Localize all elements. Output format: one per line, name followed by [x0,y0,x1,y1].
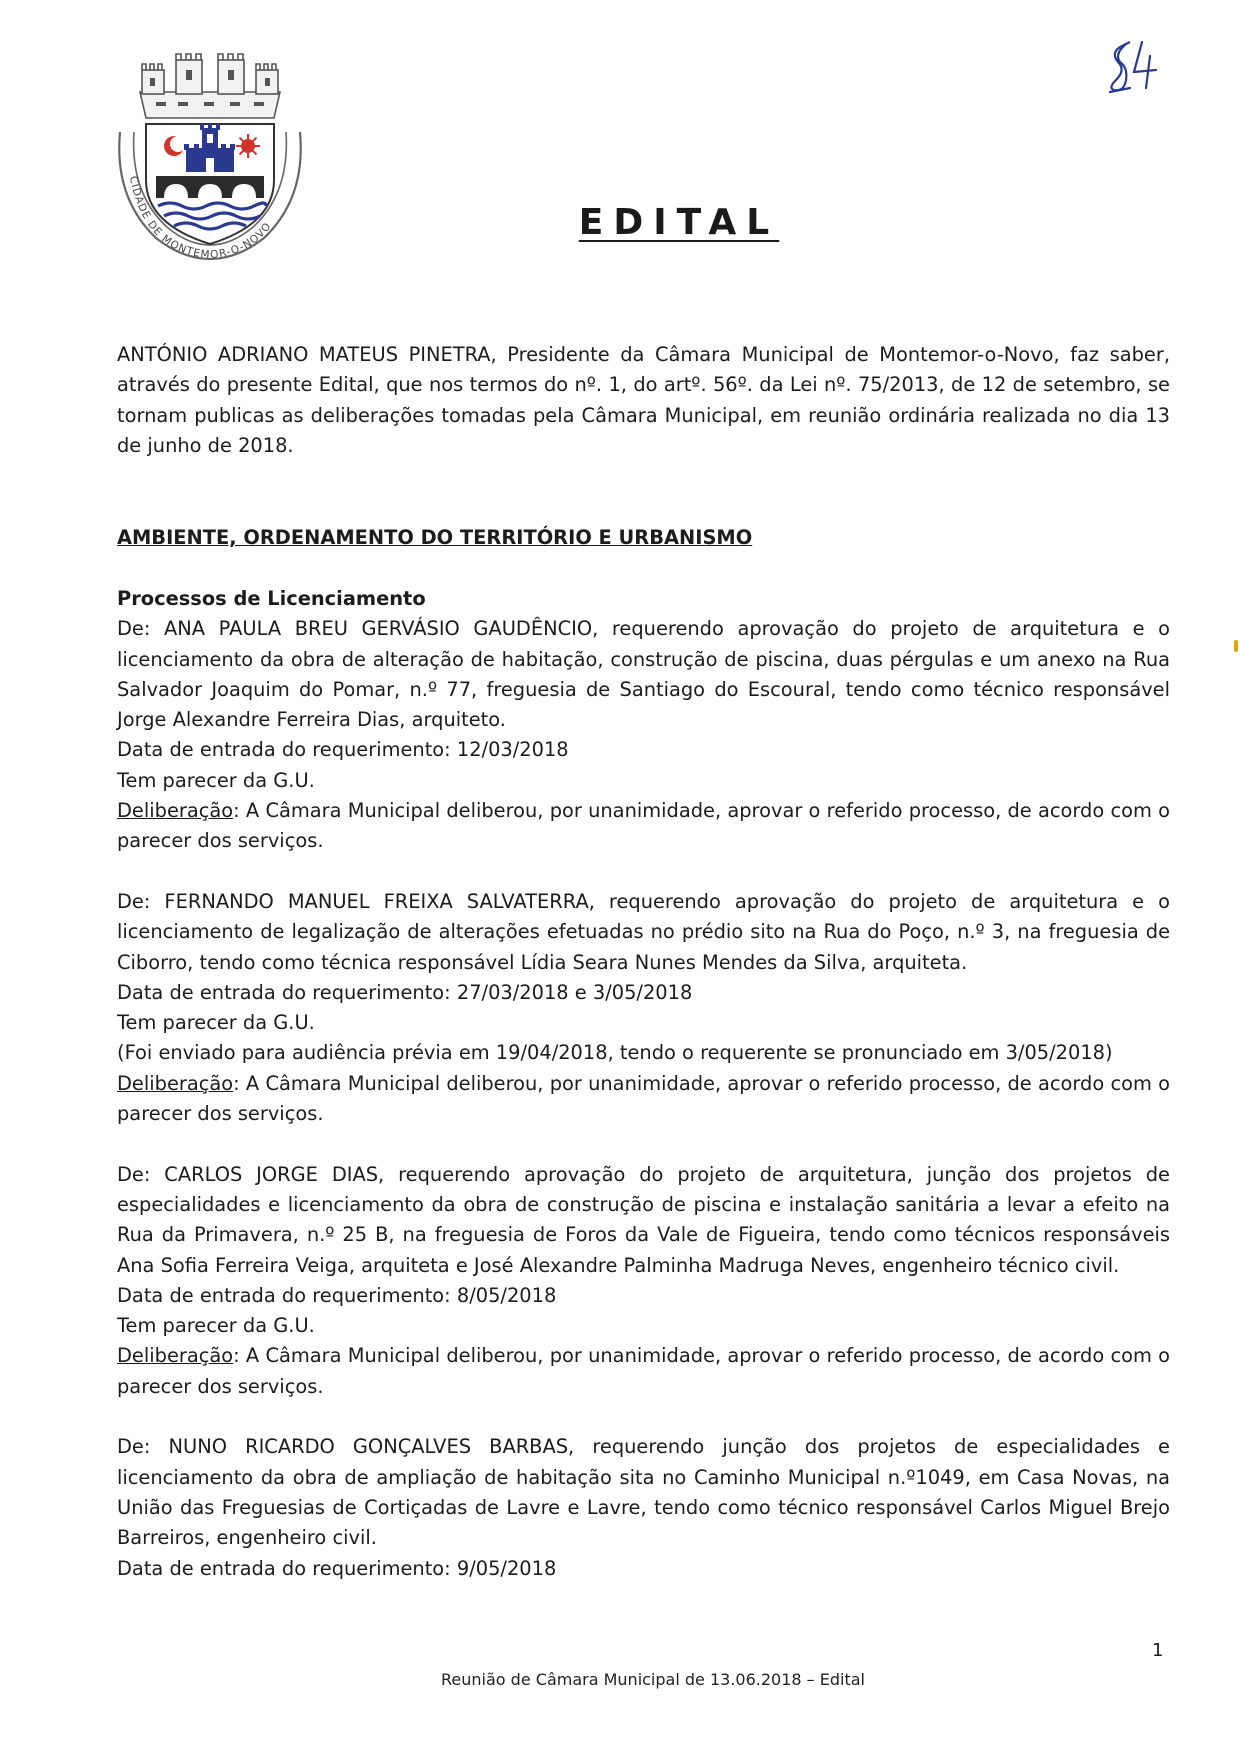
record-3 [117,1160,1170,1402]
deliberation-text: : A Câmara Municipal deliberou, por unanimidade, aprovar o referido processo, de acordo com o parecer dos serviços. [117,1071,1170,1126]
page-footer [0,1670,1240,1689]
record-opinion: Tem parecer da G.U. [117,768,315,792]
deliberation-label: Deliberação [117,1344,234,1368]
record-entry-date: Data de entrada do requerimento: 12/03/2018 [117,738,569,762]
record-request: De: FERNANDO MANUEL FREIXA SALVATERRA, requerendo aprovação do projeto de arquitetura e o licenciamento de legalização de alterações efetuadas no prédio sito na Rua do Poço, n.º 3, na freguesia de Ciborro, tendo como técnica responsável Lídia Seara Nunes Mendes da Silva, arquiteta. [117,889,1170,974]
record-entry-date: Data de entrada do requerimento: 9/05/2018 [117,1556,557,1580]
crest-ribbon-text: CIDADE DE MONTEMOR-O-NOVO [126,175,274,262]
record-entry-date: Data de entrada do requerimento: 27/03/2018 e 3/05/2018 [117,980,693,1004]
section-subtitle: Processos de Licenciamento [117,587,426,610]
record-entry-date: Data de entrada do requerimento: 8/05/2018 [117,1283,557,1307]
record-deliberation [117,796,1170,857]
document-title [0,202,1240,243]
record-2 [117,887,1170,1129]
intro-paragraph: ANTÓNIO ADRIANO MATEUS PINETRA, Presidente da Câmara Municipal de Montemor-o-Novo, faz saber, através do presente Edital, que nos termos do nº. 1, do artº. 56º. da Lei nº. 75/2013, de 12 de setembro, se tornam publicas as deliberações tomadas pela Câmara Municipal, em reunião ordinária realizada no dia 13 de junho de 2018. [117,343,1170,457]
record-request: De: CARLOS JORGE DIAS, requerendo aprovação do projeto de arquitetura, junção dos projetos de especialidades e licenciamento da obra de construção de piscina e instalação sanitária a levar a efeito na Rua da Primavera, n.º 25 B, na freguesia de Foros da Vale de Figueira, tendo como técnicos responsáveis Ana Sofia Ferreira Veiga, arquiteta e José Alexandre Palminha Madruga Neves, engenheiro técnico civil. [117,1162,1170,1277]
record-note: (Foi enviado para audiência prévia em 19/04/2018, tendo o requerente se pronunciado em 3/05/2018) [117,1041,1113,1065]
record-request: De: ANA PAULA BREU GERVÁSIO GAUDÊNCIO, requerendo aprovação do projeto de arquitetura e o licenciamento da obra de alteração de habitação, construção de piscina, duas pérgulas e um anexo na Rua Salvador Joaquim do Pomar, n.º 77, freguesia de Santiago do Escoural, tendo como técnico responsável Jorge Alexandre Ferreira Dias, arquiteto. [117,617,1170,732]
record-opinion: Tem parecer da G.U. [117,1314,315,1338]
handwritten-page-mark [1104,36,1164,94]
record-deliberation [117,1341,1170,1402]
record-opinion: Tem parecer da G.U. [117,1011,315,1035]
section-title [117,523,1170,553]
scan-mark [1234,640,1238,652]
records-block [117,584,1170,1614]
record-request: De: NUNO RICARDO GONÇALVES BARBAS, requerendo junção dos projetos de especialidades e licenciamento da obra de ampliação de habitação sita no Caminho Municipal n.º1049, em Casa Novas, na União das Freguesias de Cortiçadas de Lavre e Lavre, tendo como técnico responsável Carlos Miguel Brejo Barreiros, engenheiro civil. [117,1435,1170,1550]
page-number: 1 [1152,1640,1164,1661]
document-title-text: EDITAL [578,202,780,243]
footer-text: Reunião de Câmara Municipal de 13.06.2018 – Edital [441,1670,865,1689]
record-1 [117,614,1170,856]
record-deliberation [117,1069,1170,1130]
deliberation-label: Deliberação [117,1071,234,1095]
record-4 [117,1432,1170,1583]
deliberation-text: : A Câmara Municipal deliberou, por unanimidade, aprovar o referido processo, de acordo com o parecer dos serviços. [117,799,1170,853]
deliberation-text: : A Câmara Municipal deliberou, por unanimidade, aprovar o referido processo, de acordo com o parecer dos serviços. [117,1344,1170,1398]
section-title-text: AMBIENTE, ORDENAMENTO DO TERRITÓRIO E URBANISMO [117,526,753,549]
deliberation-label: Deliberação [117,799,234,823]
